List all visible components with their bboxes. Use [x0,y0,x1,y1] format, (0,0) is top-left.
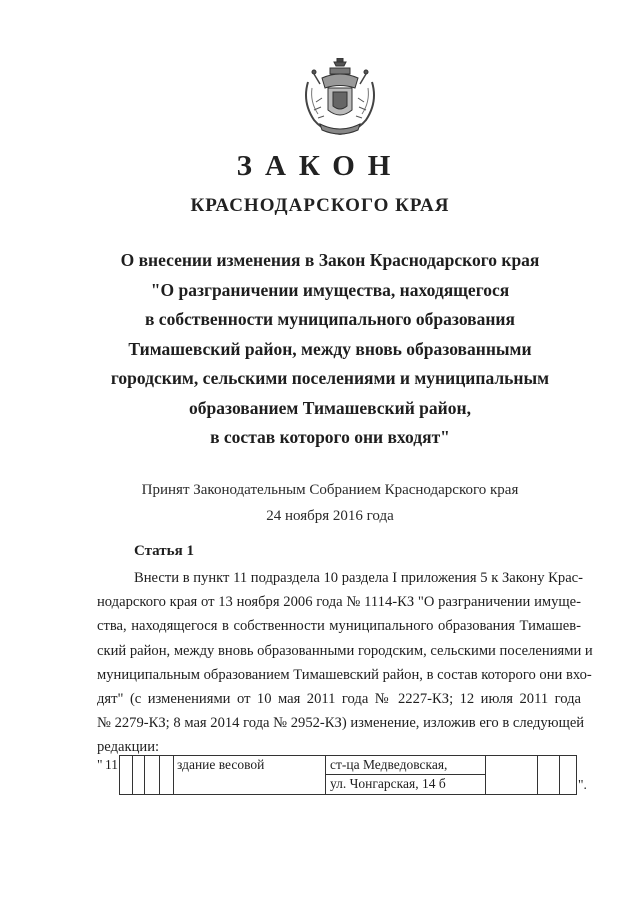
document-title: ЗАКОН [236,150,404,182]
object-address-line1: ст-ца Медведовская, [330,757,448,772]
article-body [97,566,593,760]
body-line: муниципальным образованием Тимашевский район, в состав которого они вхо- [97,666,592,683]
subject-line: городским, сельскими поселениями и муниципальным [110,368,550,388]
table-top-border [119,755,576,756]
body-line: редакции: [97,739,160,756]
table-cell-border [537,755,538,795]
article-heading: Статья 1 [134,543,194,559]
subject-line: образованием Тимашевский район, [189,397,471,418]
address-divider [325,774,485,775]
coat-of-arms-emblem [300,58,380,140]
subject-line: в состав которого они входят" [210,427,450,447]
table-cell-border [119,755,120,795]
adoption-date: 24 ноября 2016 года [266,508,394,524]
object-name: здание весовой [177,757,265,772]
body-line: ства, находящегося в собственности муниципального образования Тимашев- [97,618,581,635]
handwritten-corner-mark [528,38,598,52]
body-line: нодарского края от 13 ноября 2006 года № 1114-КЗ "О разграничении имуще- [97,594,581,611]
object-address-line2: ул. Чонгарская, 14 б [330,776,446,791]
table-cell-border [144,755,145,795]
table-bottom-border [119,794,576,795]
table-cell-border [173,755,174,795]
subject-line: Тимашевский район, между вновь образованными [128,338,532,359]
close-quote: ". [578,777,587,792]
table-cell-border [559,755,560,795]
table-cell-border [325,755,326,795]
subject-line: в собственности муниципального образования [144,309,515,329]
subject-line: "О разграничении имущества, находящегося [150,279,510,300]
subject-line: О внесении изменения в Закон Краснодарского края [120,250,540,270]
table-cell-border [485,755,486,795]
amendment-table-row [97,755,585,795]
document-subtitle: КРАСНОДАРСКОГО КРАЯ [190,195,450,216]
adoption-body: Принят Законодательным Собранием Краснодарского края [141,482,519,498]
item-number: 11 [105,757,118,772]
body-line: дят" (с изменениями от 10 мая 2011 года № 2227-КЗ; 12 июля 2011 года [97,691,581,708]
table-cell-border [159,755,160,795]
body-line: Внести в пункт 11 подраздела 10 раздела I приложения 5 к Закону Крас- [134,570,584,586]
adoption-note [100,477,560,529]
body-line: ский район, между вновь образованными городским, сельскими поселениями и [97,642,593,659]
table-cell-border [576,755,577,795]
law-subject-heading [90,246,570,453]
open-quote: " [97,757,103,772]
body-line: № 2279-КЗ; 8 мая 2014 года № 2952-КЗ) изменение, изложив его в следующей [97,715,585,732]
table-cell-border [132,755,133,795]
